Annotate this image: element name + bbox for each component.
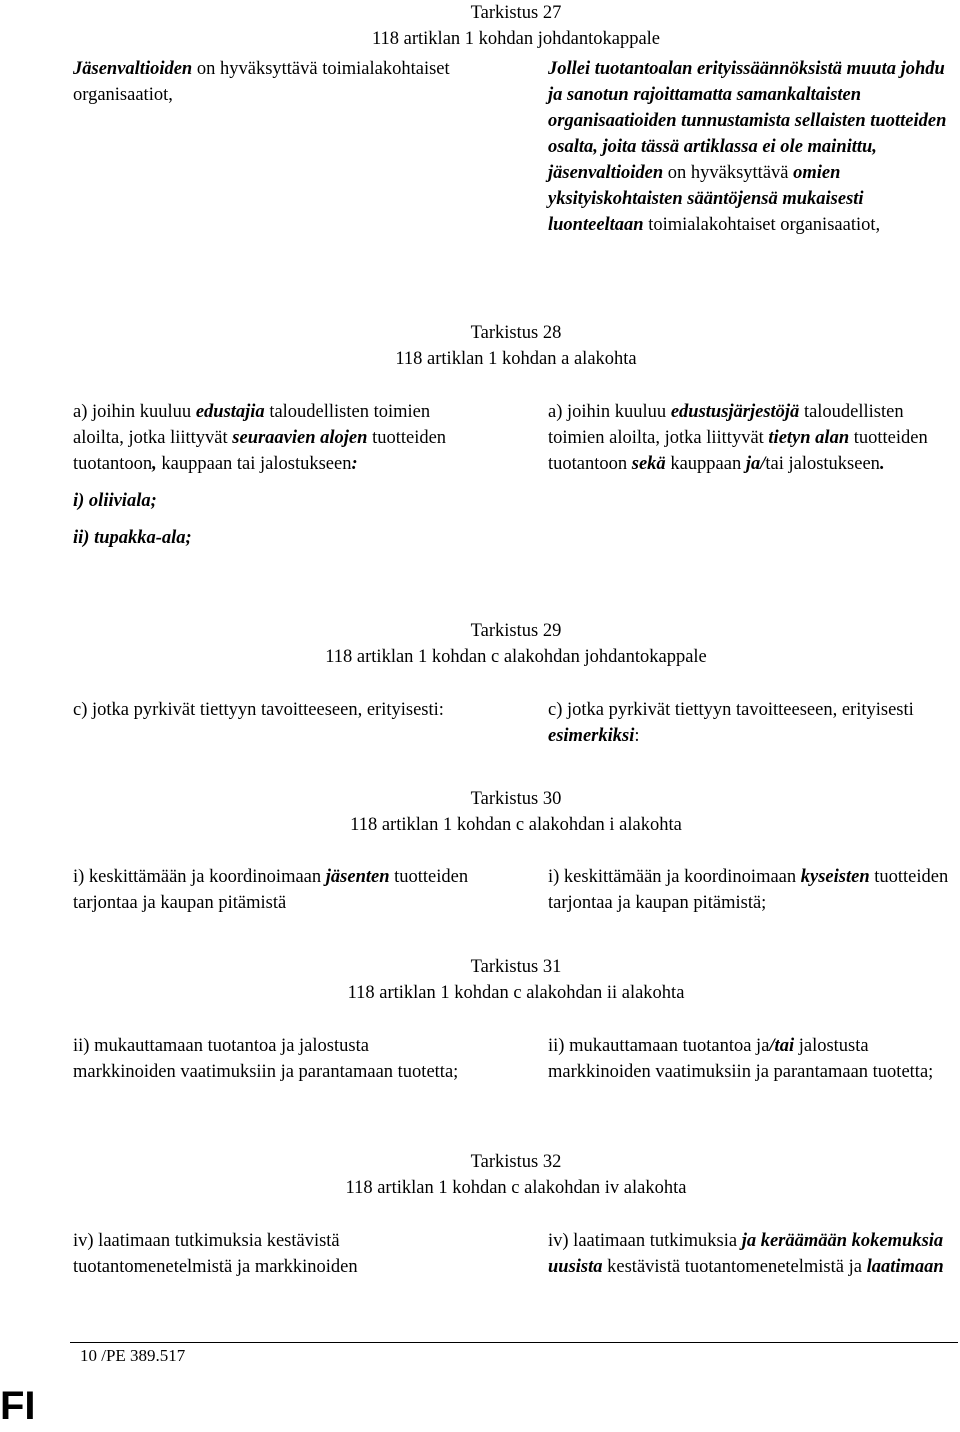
original-text-32 [73, 1228, 473, 1280]
text-run: i) keskittämään ja koordinoimaan [73, 867, 326, 887]
amendment-heading-29 [0, 618, 960, 670]
paragraph [548, 864, 958, 916]
text-run: c) jotka pyrkivät tiettyyn tavoitteeseen, erityisesti [548, 700, 914, 720]
amendment-title: Tarkistus 31 [470, 957, 562, 977]
amended-run: . [879, 454, 885, 474]
amended-run: ii) tupakka-ala; [73, 528, 192, 548]
amended-run: , [152, 454, 157, 474]
amended-text-32 [548, 1228, 958, 1280]
paragraph [548, 1033, 958, 1085]
paragraph [548, 56, 958, 238]
text-run: tai jalostukseen [765, 454, 880, 474]
amended-run: ja keräämään kokemuksia uusista [548, 1231, 944, 1277]
amended-run: /tai [769, 1036, 795, 1056]
amended-run: laatimaan [866, 1257, 944, 1277]
paragraph [73, 1228, 473, 1280]
amended-run: Jäsenvaltioiden [73, 59, 193, 79]
original-text-27 [73, 56, 473, 108]
amended-run: jäsenten [325, 867, 390, 887]
paragraph [73, 1033, 473, 1085]
amendment-title: Tarkistus 30 [470, 789, 562, 809]
amended-run: tietyn alan [768, 428, 850, 448]
paragraph [73, 697, 473, 723]
amendment-title: Tarkistus 28 [470, 323, 562, 343]
amended-run: i) oliiviala; [73, 491, 157, 511]
text-run: kestävistä tuotantomenetelmistä ja [602, 1257, 867, 1277]
amendment-heading-32 [0, 1149, 960, 1201]
text-run: tuotteiden tuotantoon [548, 428, 928, 474]
text-run: i) keskittämään ja koordinoimaan [548, 867, 801, 887]
amendment-subtitle: 118 artiklan 1 kohdan c alakohdan ii alakohta [347, 983, 685, 1003]
page-reference: 10 /PE 389.517 [80, 1346, 186, 1365]
paragraph [548, 697, 958, 749]
amendment-title: Tarkistus 27 [470, 3, 562, 23]
amendment-heading-30 [0, 786, 960, 838]
paragraph [73, 864, 473, 916]
amended-run: sekä [631, 454, 666, 474]
amendment-heading-28 [0, 320, 960, 372]
text-run: taloudellisten toimien aloilta, jotka liittyvät [548, 402, 904, 448]
text-run: ii) mukauttamaan tuotantoa ja [548, 1036, 770, 1056]
original-text-28 [73, 399, 473, 551]
paragraph [548, 399, 958, 477]
amendment-subtitle: 118 artiklan 1 kohdan c alakohdan iv alakohta [345, 1178, 687, 1198]
paragraph [73, 399, 473, 477]
text-run: a) joihin kuuluu [548, 402, 671, 422]
amended-run: edustusjärjestöjä [670, 402, 800, 422]
amended-run: seuraavien alojen [232, 428, 368, 448]
amended-text-31 [548, 1033, 958, 1085]
paragraph [73, 56, 473, 108]
amendment-subtitle: 118 artiklan 1 kohdan johdantokappale [371, 29, 661, 49]
amended-text-27 [548, 56, 958, 238]
original-text-31 [73, 1033, 473, 1085]
amendment-subtitle: 118 artiklan 1 kohdan c alakohdan johdantokappale [325, 647, 707, 667]
amended-run: edustajia [195, 402, 265, 422]
paragraph [548, 1228, 958, 1280]
text-run: on hyväksyttävä toimialakohtaiset organisaatiot, [73, 59, 450, 105]
footer-divider [70, 1342, 958, 1343]
text-run: ii) mukauttamaan tuotantoa ja jalostusta markkinoiden vaatimuksiin ja parantamaan tuotetta; [73, 1036, 459, 1082]
text-run: tuotteiden tarjontaa ja kaupan pitämistä [73, 867, 469, 913]
text-run: tuotteiden tuotantoon [73, 428, 447, 474]
text-run: taloudellisten toimien aloilta, jotka liittyvät [73, 402, 431, 448]
amended-text-29 [548, 697, 958, 749]
original-text-29 [73, 697, 473, 723]
text-run: on hyväksyttävä [663, 163, 794, 183]
text-run: toimialakohtaiset organisaatiot, [643, 215, 881, 235]
amendment-title: Tarkistus 29 [470, 621, 562, 641]
text-run: kauppaan [665, 454, 746, 474]
amendment-title: Tarkistus 32 [470, 1152, 562, 1172]
original-text-30 [73, 864, 473, 916]
text-run: iv) laatimaan tutkimuksia [548, 1231, 742, 1251]
text-run: iv) laatimaan tutkimuksia kestävistä tuotantomenetelmistä ja markkinoiden [73, 1231, 358, 1277]
amended-run: kyseisten [800, 867, 870, 887]
amendment-heading-27 [0, 0, 960, 52]
text-run: : [634, 726, 640, 746]
amended-text-30 [548, 864, 958, 916]
text-run: c) jotka pyrkivät tiettyyn tavoitteeseen, erityisesti: [73, 700, 444, 720]
text-run: a) joihin kuuluu [73, 402, 196, 422]
amended-run: esimerkiksi [548, 726, 635, 746]
language-code: FI [0, 1384, 36, 1428]
paragraph [73, 488, 473, 514]
amended-text-28 [548, 399, 958, 477]
amendment-heading-31 [0, 954, 960, 1006]
amended-run: : [351, 454, 358, 474]
amended-run: ja/ [745, 454, 766, 474]
amendment-subtitle: 118 artiklan 1 kohdan c alakohdan i alakohta [350, 815, 682, 835]
amendment-subtitle: 118 artiklan 1 kohdan a alakohta [395, 349, 637, 369]
amended-run: omien yksityiskohtaisten sääntöjensä mukaisesti luonteeltaan [548, 163, 864, 235]
paragraph [73, 525, 473, 551]
text-run: tuotteiden tarjontaa ja kaupan pitämistä; [548, 867, 949, 913]
amended-run: Jollei tuotantoalan erityissäännöksistä muuta johdu ja sanotun rajoittamatta samankaltaisten organisaatioiden tunnustamista sellaisten tuotteiden osalta, joita tässä artiklassa ei ole mainittu, jäsenvaltioiden [548, 59, 947, 183]
text-run: jalostusta markkinoiden vaatimuksiin ja parantamaan tuotetta; [548, 1036, 934, 1082]
text-run: kauppaan tai jalostukseen [156, 454, 352, 474]
